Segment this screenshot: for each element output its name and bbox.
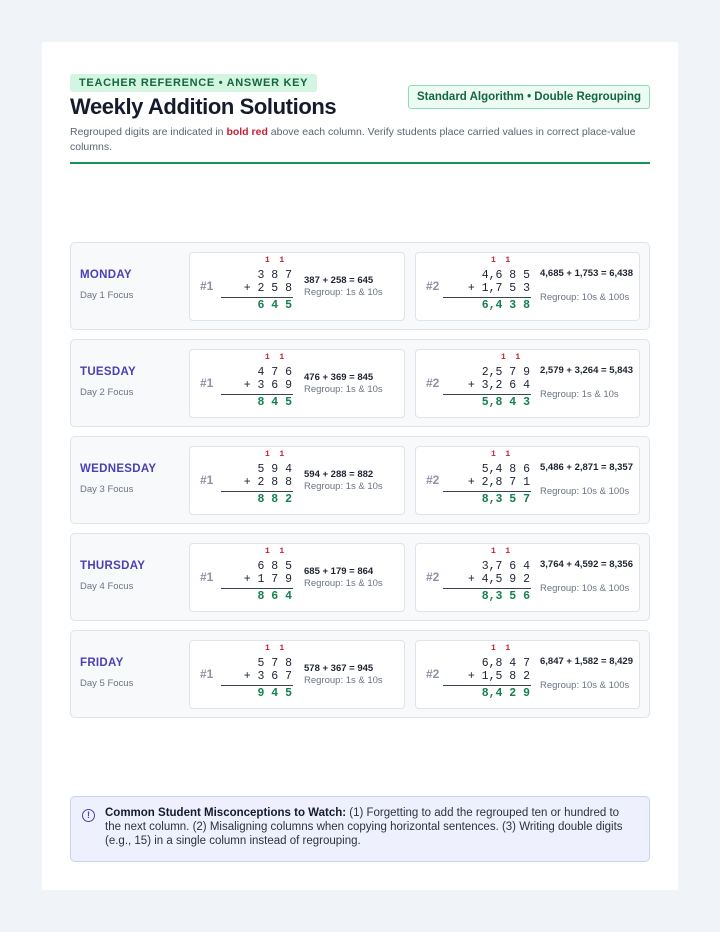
carry-digits: 1 1 [265,256,285,265]
addend-2: + 2,8 7 1 [467,476,530,489]
sum-value: 8 4 5 [257,396,292,409]
equation-text: 685 + 179 = 864 [304,566,374,577]
sum-line [221,394,293,395]
problem-number: #1 [200,376,214,390]
intro-before: Regrouped digits are indicated in [70,126,227,138]
sum-value: 8 6 4 [257,590,292,603]
equation-text: 594 + 288 = 882 [304,469,374,480]
carry-digits: 1 1 [265,353,285,362]
sum-value: 8,3 5 7 [481,493,530,506]
problem-card [189,252,405,321]
equation-text: 3,764 + 4,592 = 8,356 [540,559,633,570]
regroup-text: Regroup: 1s & 10s [304,384,383,395]
problem-number: #1 [200,667,214,681]
regroup-text: Regroup: 10s & 100s [540,680,630,691]
equation-text: 6,847 + 1,582 = 8,429 [540,656,633,667]
addend-1: 6,8 4 7 [481,657,530,670]
info-icon: ! [82,809,95,822]
addend-2: + 1,5 8 2 [467,670,530,683]
regroup-text: Regroup: 1s & 10s [304,675,383,686]
problem-card [415,349,640,418]
callout-title: Common Student Misconceptions to Watch: [105,807,350,819]
problem-card [415,252,640,321]
equation-text: 578 + 367 = 945 [304,663,374,674]
method-badge: Standard Algorithm • Double Regrouping [408,85,650,109]
addend-2: + 1,7 5 3 [467,282,530,295]
problem-number: #2 [426,279,440,293]
problem-number: #1 [200,570,214,584]
addend-2: + 3 6 7 [243,670,292,683]
carry-digits: 1 1 [265,450,285,459]
carry-digits: 1 1 [491,644,511,653]
problem-number: #1 [200,279,214,293]
day-name: FRIDAY [80,657,124,669]
intro-text [70,125,650,155]
regroup-text: Regroup: 1s & 10s [304,481,383,492]
addend-2: + 2 5 8 [243,282,292,295]
equation-text: 387 + 258 = 645 [304,275,374,286]
sum-line [443,394,531,395]
day-row-monday [70,242,650,330]
sum-line [221,685,293,686]
addend-1: 4 7 6 [257,366,292,379]
day-row-thursday [70,533,650,621]
days-list [70,242,650,727]
equation-text: 476 + 369 = 845 [304,372,374,383]
addend-1: 6 8 5 [257,560,292,573]
carry-digits: 1 1 [265,547,285,556]
sum-value: 6 4 5 [257,299,292,312]
addend-1: 5,4 8 6 [481,463,530,476]
sum-value: 9 4 5 [257,687,292,700]
problem-card [189,349,405,418]
addend-1: 3 8 7 [257,269,292,282]
sum-value: 8 8 2 [257,493,292,506]
problem-card [189,543,405,612]
addend-2: + 1 7 9 [243,573,292,586]
sum-value: 8,4 2 9 [481,687,530,700]
problem-number: #1 [200,473,214,487]
intro-bold: bold red [226,126,268,138]
sum-value: 8,3 5 6 [481,590,530,603]
day-row-friday [70,630,650,718]
equation-text: 4,685 + 1,753 = 6,438 [540,268,633,279]
answer-key-page [42,42,678,890]
carry-digits: 1 1 [265,644,285,653]
addend-1: 3,7 6 4 [481,560,530,573]
sum-line [443,588,531,589]
sum-line [443,297,531,298]
carry-digits: 1 1 [491,547,511,556]
day-name: THURSDAY [80,560,146,572]
sum-value: 5,8 4 3 [481,396,530,409]
regroup-text: Regroup: 10s & 100s [540,292,630,303]
addend-2: + 3 6 9 [243,379,292,392]
day-focus: Day 2 Focus [80,387,134,398]
callout-text: (1) Forgetting to add the regrouped ten or hundred to the next column. (2) Misaligning columns when copying horizontal sentences. (3) Writing double digits (e.g., 15) in a single column instead of regrouping. [105,807,623,847]
regroup-text: Regroup: 1s & 10s [304,287,383,298]
addend-1: 2,5 7 9 [481,366,530,379]
regroup-text: Regroup: 1s & 10s [304,578,383,589]
addend-1: 5 7 8 [257,657,292,670]
carry-digits: 1 1 [501,353,521,362]
addend-2: + 3,2 6 4 [467,379,530,392]
day-row-tuesday [70,339,650,427]
sum-line [221,588,293,589]
problem-card [189,446,405,515]
regroup-text: Regroup: 10s & 100s [540,486,630,497]
addend-2: + 2 8 8 [243,476,292,489]
day-focus: Day 4 Focus [80,581,134,592]
day-name: MONDAY [80,269,132,281]
problem-number: #2 [426,570,440,584]
page-title: Weekly Addition Solutions [70,94,337,119]
carry-digits: 1 1 [491,450,511,459]
day-name: TUESDAY [80,366,136,378]
day-focus: Day 3 Focus [80,484,134,495]
header-divider [70,162,650,164]
addend-1: 5 9 4 [257,463,292,476]
day-row-wednesday [70,436,650,524]
addend-1: 4,6 8 5 [481,269,530,282]
sum-value: 6,4 3 8 [481,299,530,312]
sum-line [221,491,293,492]
equation-text: 5,486 + 2,871 = 8,357 [540,462,633,473]
problem-number: #2 [426,667,440,681]
intro-after: above each column. Verify students place carried values in correct place-value columns. [70,126,636,153]
day-focus: Day 5 Focus [80,678,134,689]
sum-line [221,297,293,298]
day-focus: Day 1 Focus [80,290,134,301]
problem-number: #2 [426,473,440,487]
problem-card [415,640,640,709]
problem-number: #2 [426,376,440,390]
problem-card [189,640,405,709]
problem-card [415,446,640,515]
regroup-text: Regroup: 1s & 10s [540,389,619,400]
carry-digits: 1 1 [491,256,511,265]
equation-text: 2,579 + 3,264 = 5,843 [540,365,633,376]
sum-line [443,491,531,492]
addend-2: + 4,5 9 2 [467,573,530,586]
day-name: WEDNESDAY [80,463,157,475]
regroup-text: Regroup: 10s & 100s [540,583,630,594]
misconceptions-callout [70,796,650,862]
teacher-reference-tag: TEACHER REFERENCE • ANSWER KEY [70,74,317,92]
problem-card [415,543,640,612]
sum-line [443,685,531,686]
